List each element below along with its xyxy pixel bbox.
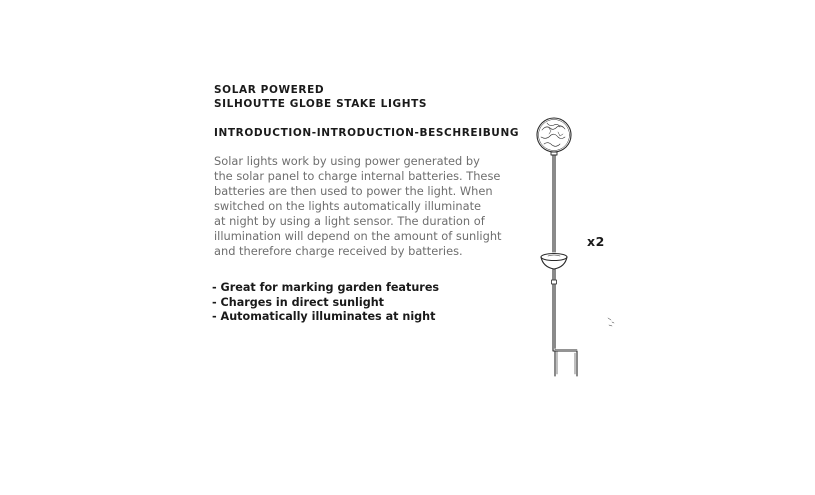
description-line: batteries are then used to power the light. When — [214, 184, 493, 198]
globe-stake-light-icon — [520, 110, 630, 385]
description-line: illumination will depend on the amount of sunlight — [214, 229, 502, 243]
feature-item: - Great for marking garden features — [212, 281, 440, 294]
description-line: at night by using a light sensor. The duration of — [214, 214, 485, 228]
feature-item: - Charges in direct sunlight — [212, 295, 385, 309]
quantity-label: x2 — [587, 234, 605, 249]
product-title-line-1: SOLAR POWERED — [214, 84, 325, 96]
description-paragraph — [214, 154, 524, 259]
feature-item: - Automatically illuminates at night — [212, 310, 436, 323]
description-line: switched on the lights automatically illuminate — [214, 199, 482, 213]
product-title — [214, 83, 427, 111]
description-line: Solar lights work by using power generated by — [214, 154, 480, 168]
feature-list — [212, 281, 439, 325]
product-title-line-2: SILHOUTTE GLOBE STAKE LIGHTS — [214, 98, 428, 110]
section-heading: INTRODUCTION-INTRODUCTION-BESCHREIBUNG — [214, 127, 520, 139]
description-line: and therefore charge received by batteries. — [214, 244, 463, 258]
description-line: the solar panel to charge internal batteries. These — [214, 169, 501, 183]
